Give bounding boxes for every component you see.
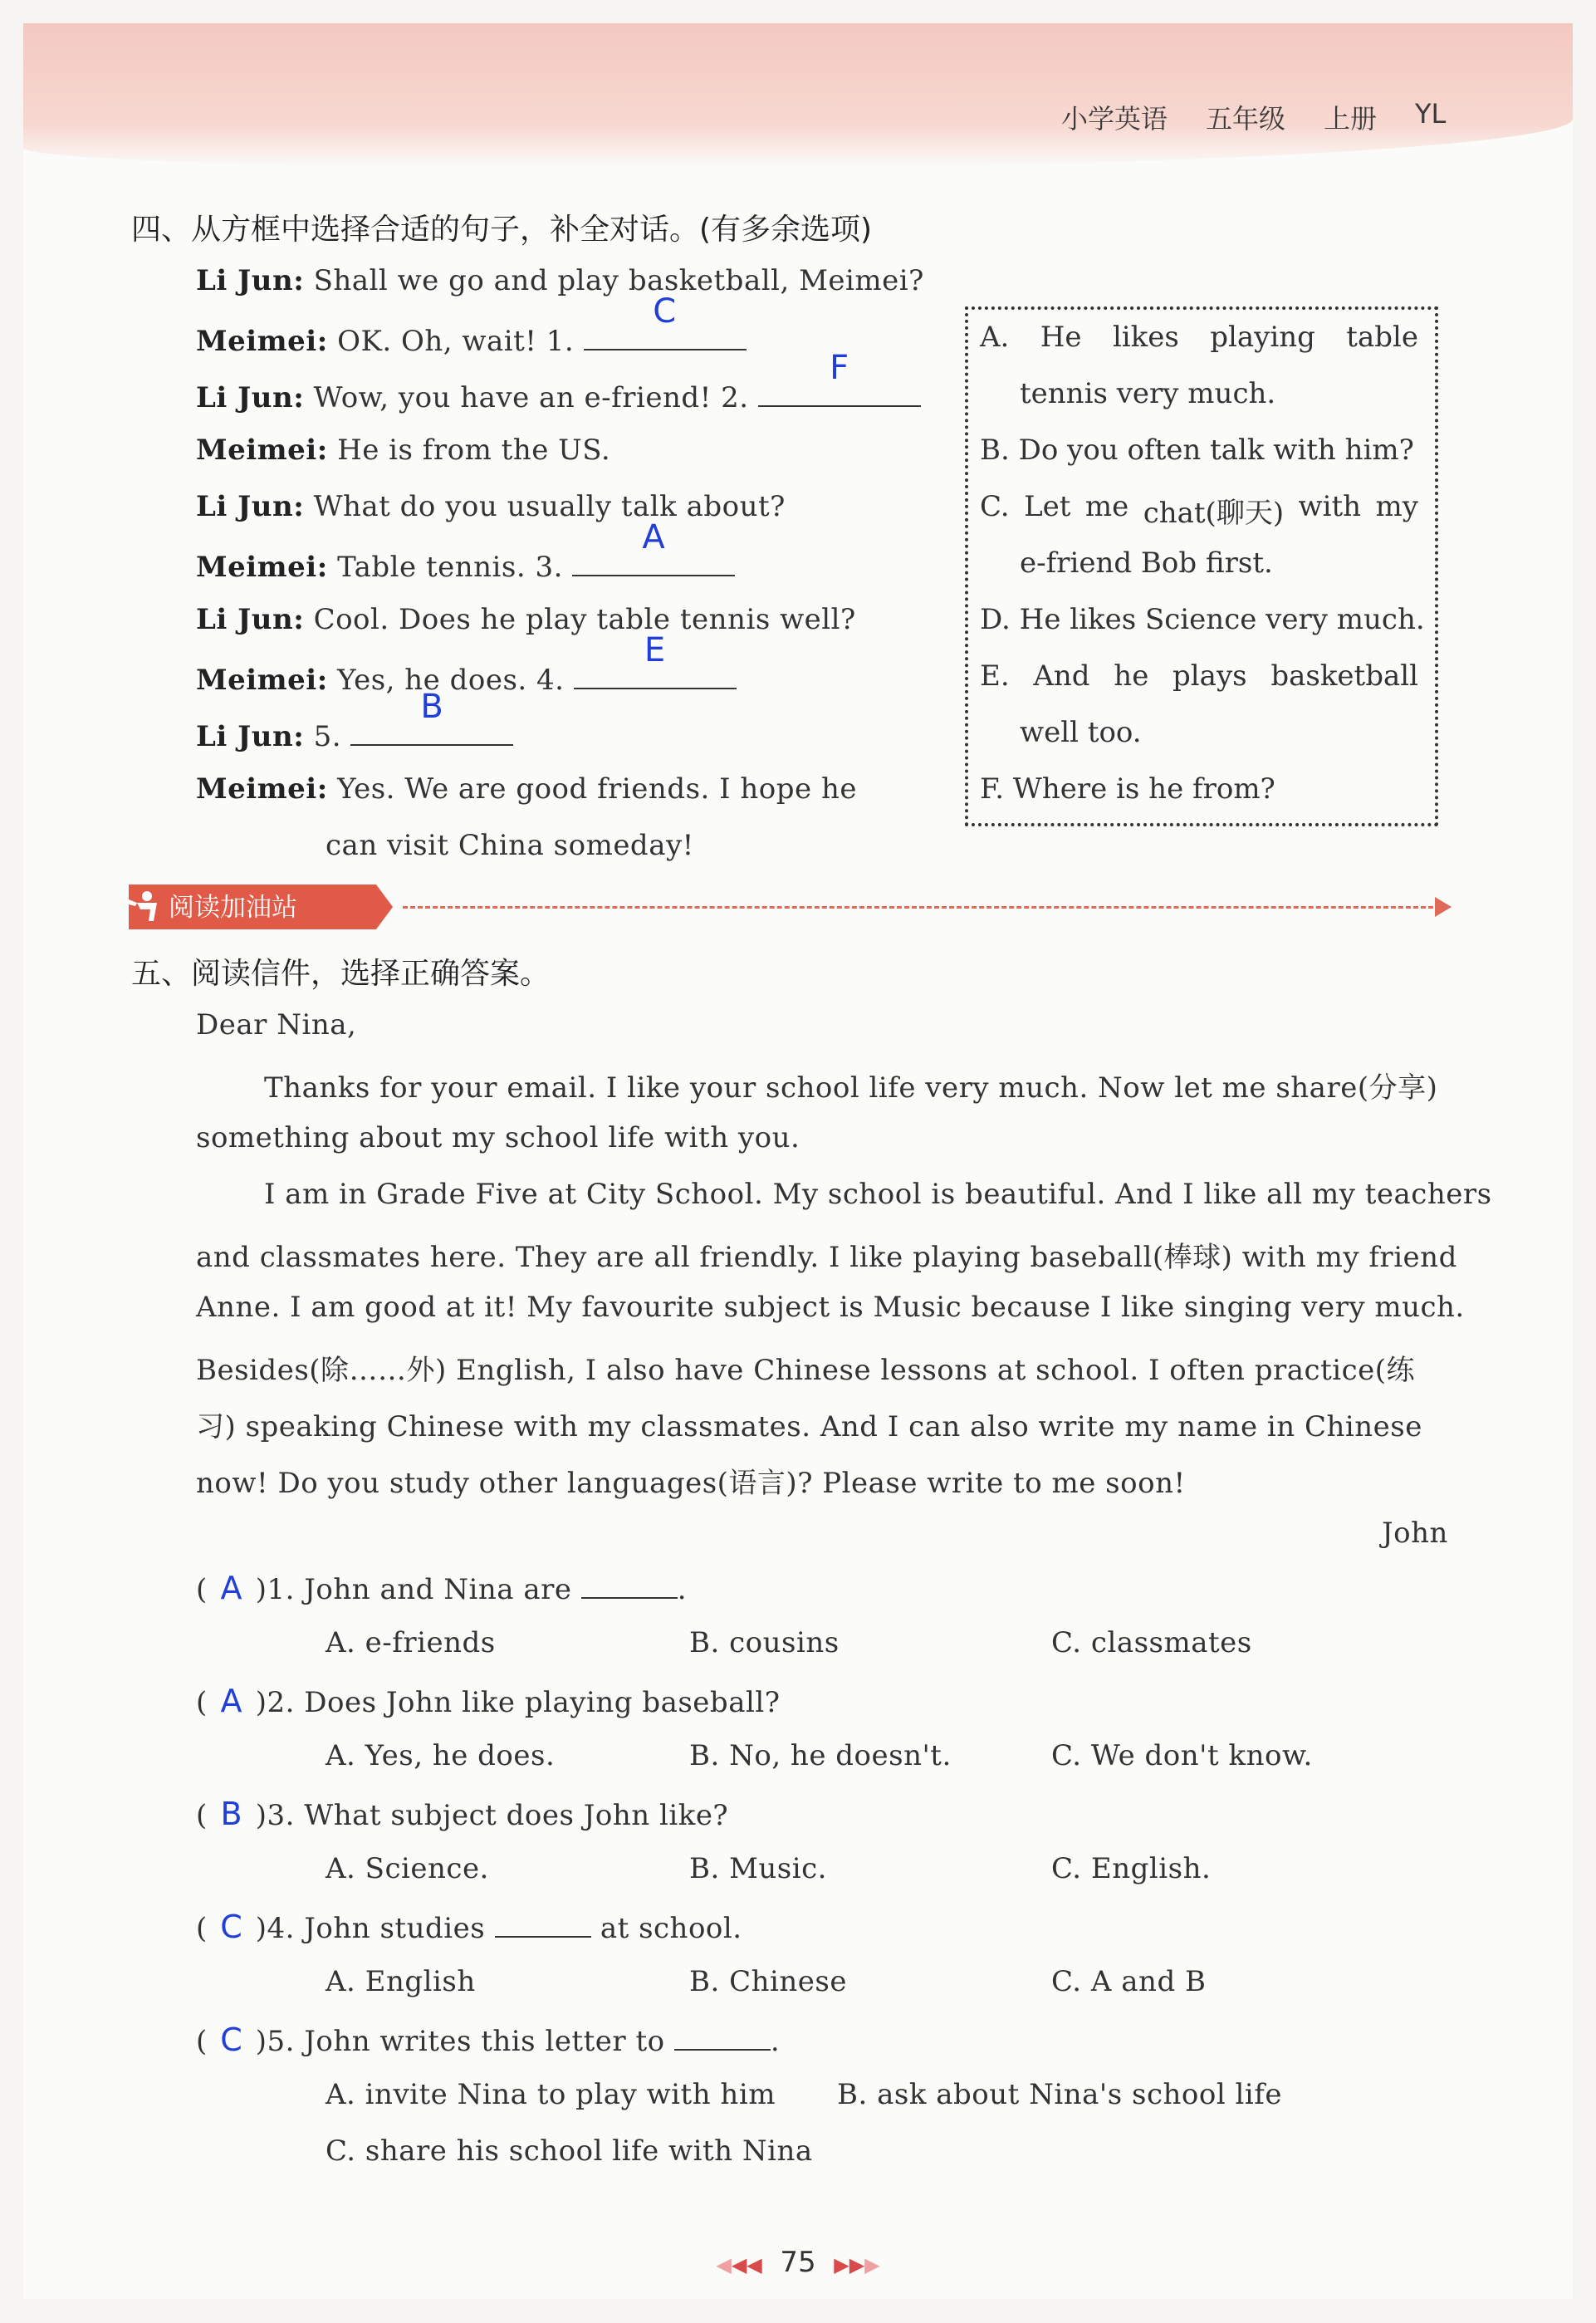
q1-option-b[interactable]: B. cousins [689,1626,840,1659]
answer-blank[interactable] [758,349,921,407]
handwritten-answer: C [653,292,677,331]
header-subject: 小学英语 [1061,103,1168,135]
letter-line: and classmates here. They are all friendly. I like playing baseball(棒球) with my friend [196,1241,1457,1274]
question-4: ( C )4. John studies at school. [196,1909,742,1945]
question-2: ( A )2. Does John like playing baseball? [196,1683,781,1719]
handwritten-answer: C [220,1909,243,1945]
q3-option-a[interactable]: A. Science. [326,1852,489,1885]
letter-line: Anne. I am good at it! My favourite subject is Music because I like singing very much. [196,1291,1465,1324]
question-blank[interactable] [581,1572,678,1599]
letter-signature: John [1382,1517,1448,1550]
handwritten-answer: A [220,1570,243,1606]
q3-option-b[interactable]: B. Music. [689,1852,827,1885]
question-blank[interactable] [495,1911,591,1938]
option-c-cont: e-friend Bob first. [1020,546,1273,580]
prev-arrow-icon: ◀◀ [731,2253,762,2276]
page-number-bar [0,2246,1596,2279]
reading-station-badge [129,885,393,929]
handwritten-answer: A [642,518,666,556]
option-a: A. He likes playing table [980,321,1418,354]
letter-line: Thanks for your email. I like your school life very much. Now let me share(分享) [264,1071,1438,1105]
handwritten-answer: E [644,631,666,669]
q5-option-a[interactable]: A. invite Nina to play with him [326,2078,776,2111]
option-e-cont: well too. [1020,716,1142,749]
dialogue-text: He is from the US. [337,434,611,467]
question-blank[interactable] [674,2024,771,2051]
option-e: E. And he plays basketball [980,659,1418,693]
dialogue-line: Meimei: He is from the US. [196,434,611,467]
answer-blank[interactable] [574,631,737,689]
dialogue-line: Meimei: Yes, he does. 4. E [196,659,737,697]
q1-option-c[interactable]: C. classmates [1051,1626,1252,1659]
letter-greeting: Dear Nina, [196,1008,357,1041]
speaker: Li Jun [196,603,294,636]
letter-line: I am in Grade Five at City School. My school is beautiful. And I like all my teachers [264,1178,1492,1211]
q5-option-b[interactable]: B. ask about Nina's school life [837,2078,1282,2111]
dialogue-text: What do you usually talk about? [313,490,786,523]
section-divider [403,906,1441,909]
option-d: D. He likes Science very much. [980,603,1425,636]
prev-arrow-icon: ◀ [716,2253,732,2276]
q2-option-c[interactable]: C. We don't know. [1051,1739,1313,1772]
dialogue-line: Meimei: OK. Oh, wait! 1. C [196,321,747,358]
next-arrow-icon: ▶ [864,2253,880,2276]
answer-blank[interactable] [572,518,735,576]
dialogue-line: Li Jun: Wow, you have an e-friend! 2. F [196,377,921,414]
speaker: Meimei [196,434,317,467]
dialogue-line: Li Jun: 5. B [196,716,513,753]
dialogue-line: Meimei: Yes. We are good friends. I hope he [196,772,857,806]
dialogue-line: Li Jun: Cool. Does he play table tennis well? [196,603,856,636]
speaker: Meimei [196,551,317,584]
q4-option-b[interactable]: B. Chinese [689,1965,847,1998]
speaker: Meimei [196,664,317,697]
letter-line: 习) speaking Chinese with my classmates. And I can also write my name in Chinese [196,1410,1422,1443]
dialogue-line: Li Jun: Shall we go and play basketball, Meimei? [196,264,924,297]
dialogue-text: Wow, you have an e-friend! 2. [313,381,749,414]
dialogue-text: Table tennis. 3. [337,551,563,584]
badge-text: 阅读加油站 [169,893,297,923]
letter-line: Besides(除……外) English, I also have Chinese lessons at school. I often practice(练 [196,1354,1416,1387]
speaker: Li Jun [196,720,294,753]
dialogue-line: Meimei: Table tennis. 3. A [196,546,735,584]
divider-arrow-icon [1435,897,1452,917]
section5-title: 五、阅读信件，选择正确答案。 [131,957,551,991]
dialogue-text: Yes. We are good friends. I hope he [337,772,857,806]
dialogue-text: OK. Oh, wait! 1. [337,325,575,358]
letter-line: now! Do you study other languages(语言)? Please write to me soon! [196,1467,1186,1500]
handwritten-answer: B [420,688,444,726]
dialogue-line-cont: can visit China someday! [326,829,694,862]
dialogue-text: Yes, he does. 4. [337,664,565,697]
page-number: 75 [780,2246,816,2279]
question-1: ( A )1. John and Nina are . [196,1570,688,1606]
option-b: B. Do you often talk with him? [980,434,1414,467]
dialogue-text: 5. [313,720,342,753]
handwritten-answer: B [220,1796,243,1832]
dialogue-text: Shall we go and play basketball, Meimei? [313,264,924,297]
q2-option-a[interactable]: A. Yes, he does. [326,1739,556,1772]
q5-option-c[interactable]: C. share his school life with Nina [326,2134,813,2168]
dialogue-line: Li Jun: What do you usually talk about? [196,490,786,523]
header-edition: YL [1415,98,1447,130]
dialogue-text: Cool. Does he play table tennis well? [313,603,856,636]
option-a-cont: tennis very much. [1020,377,1276,410]
header-volume: 上册 [1324,103,1378,135]
section4-title: 四、从方框中选择合适的句子，补全对话。(有多余选项) [131,213,873,247]
q4-option-c[interactable]: C. A and B [1051,1965,1207,1998]
header-grade: 五年级 [1206,103,1286,135]
header-banner [23,23,1573,169]
q2-option-b[interactable]: B. No, he doesn't. [689,1739,952,1772]
question-3: ( B )3. What subject does John like? [196,1796,729,1832]
speaker: Li Jun [196,264,294,297]
handwritten-answer: A [220,1683,243,1719]
option-c: C. Let me chat(聊天) with my [980,490,1418,530]
q4-option-a[interactable]: A. English [326,1965,476,1998]
q3-option-c[interactable]: C. English. [1051,1852,1212,1885]
letter-line: something about my school life with you. [196,1121,800,1154]
speaker: Meimei [196,772,317,806]
speaker: Li Jun [196,490,294,523]
speaker: Meimei [196,325,317,358]
next-arrow-icon: ▶▶ [834,2253,865,2276]
answer-blank[interactable] [584,292,747,350]
handwritten-answer: C [220,2022,243,2058]
option-f: F. Where is he from? [980,772,1275,806]
q1-option-a[interactable]: A. e-friends [326,1626,496,1659]
handwritten-answer: F [830,349,849,387]
answer-blank[interactable] [350,688,513,746]
speaker: Li Jun [196,381,294,414]
question-5: ( C )5. John writes this letter to . [196,2022,781,2058]
